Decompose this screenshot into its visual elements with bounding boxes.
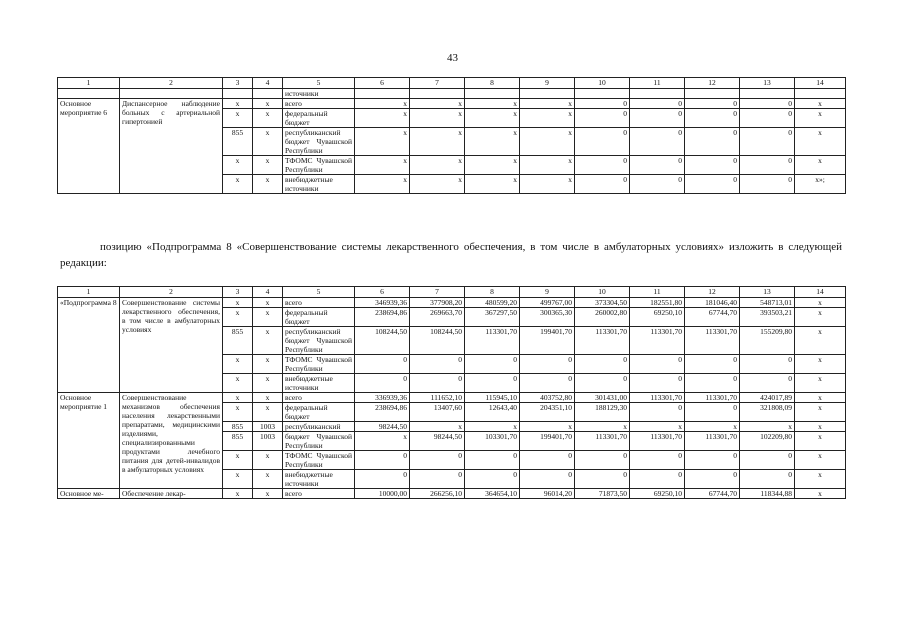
section-code: х	[253, 489, 283, 499]
grbs-code: х	[223, 109, 253, 128]
funding-value: 0	[740, 99, 795, 109]
empty-cell	[685, 89, 740, 99]
funding-value: х	[520, 156, 575, 175]
column-number: 1	[58, 287, 120, 298]
funding-value: 0	[685, 175, 740, 194]
column-number: 14	[795, 287, 846, 298]
empty-cell	[630, 89, 685, 99]
column-number: 6	[355, 287, 410, 298]
funding-value: х	[410, 422, 465, 432]
funding-value: 113301,70	[685, 432, 740, 451]
column-number: 1	[58, 78, 120, 89]
funding-source: ТФОМС Чувашской Республики	[283, 451, 355, 470]
program-label: Основное мероприятие 1	[58, 393, 120, 489]
column-number: 3	[223, 78, 253, 89]
section-code: х	[253, 99, 283, 109]
funding-source: внебюджетные источники	[283, 374, 355, 393]
funding-source: ТФОМС Чувашской Республики	[283, 156, 355, 175]
column-number: 6	[355, 78, 410, 89]
funding-value: 336939,36	[355, 393, 410, 403]
grbs-code: х	[223, 374, 253, 393]
funding-value: 0	[685, 374, 740, 393]
funding-value: 0	[465, 374, 520, 393]
funding-value: 0	[630, 156, 685, 175]
funding-source: федеральный бюджет	[283, 109, 355, 128]
funding-value: х	[410, 156, 465, 175]
section-code: х	[253, 470, 283, 489]
funding-value: 103301,70	[465, 432, 520, 451]
funding-value: 0	[685, 451, 740, 470]
funding-value: 113301,70	[685, 327, 740, 355]
funding-value: 0	[575, 109, 630, 128]
funding-value: 0	[685, 355, 740, 374]
funding-value: 0	[520, 355, 575, 374]
grbs-code: 855	[223, 327, 253, 355]
funding-value: 0	[685, 403, 740, 422]
funding-value: х	[355, 99, 410, 109]
section-code: х	[253, 175, 283, 194]
funding-value: х	[355, 128, 410, 156]
funding-value: 13407,60	[410, 403, 465, 422]
column-number: 2	[120, 78, 223, 89]
column-number: 8	[465, 287, 520, 298]
column-number-row	[58, 287, 846, 298]
grbs-code: х	[223, 156, 253, 175]
funding-value: 113301,70	[630, 327, 685, 355]
section-code: 1003	[253, 432, 283, 451]
program-label: «Подпрограмма 8	[58, 298, 120, 393]
funding-value: х	[355, 156, 410, 175]
funding-value: 0	[685, 99, 740, 109]
empty-cell	[520, 89, 575, 99]
column-number: 4	[253, 78, 283, 89]
section-code: х	[253, 393, 283, 403]
funding-value: 0	[630, 109, 685, 128]
funding-value: х	[465, 422, 520, 432]
funding-value: х	[520, 109, 575, 128]
grbs-code: х	[223, 470, 253, 489]
funding-source: внебюджетные источники	[283, 470, 355, 489]
funding-value: 373304,50	[575, 298, 630, 308]
funding-value: х	[355, 175, 410, 194]
funding-value: 98244,50	[355, 422, 410, 432]
column-number: 9	[520, 287, 575, 298]
funding-value: х	[520, 99, 575, 109]
column-number: 2	[120, 287, 223, 298]
section-code: х	[253, 308, 283, 327]
empty-cell	[575, 89, 630, 99]
funding-value: 0	[740, 109, 795, 128]
funding-value: 96014,20	[520, 489, 575, 499]
funding-value: х	[685, 422, 740, 432]
funding-value: 0	[355, 355, 410, 374]
funding-value: 0	[630, 128, 685, 156]
empty-cell	[223, 89, 253, 99]
column-number: 12	[685, 78, 740, 89]
funding-value: 0	[355, 470, 410, 489]
funding-value: х	[520, 128, 575, 156]
grbs-code: х	[223, 298, 253, 308]
program-name: Диспансерное наблюдение больных с артериальной гипертонией	[120, 99, 223, 194]
grbs-code: х	[223, 175, 253, 194]
funding-value: 204351,10	[520, 403, 575, 422]
funding-source: республиканский бюджет Чувашской Республики	[283, 327, 355, 355]
empty-cell	[253, 89, 283, 99]
funding-value: 0	[740, 451, 795, 470]
funding-value: 0	[685, 109, 740, 128]
section-code: х	[253, 374, 283, 393]
funding-value: 0	[465, 470, 520, 489]
section-code: х	[253, 156, 283, 175]
program-name: Совершенствование системы лекарственного обеспечения, в том числе в амбулаторных условиях	[120, 298, 223, 393]
funding-value: 0	[410, 451, 465, 470]
funding-value: 0	[410, 470, 465, 489]
funding-source: ТФОМС Чувашской Республики	[283, 355, 355, 374]
funding-source: всего	[283, 393, 355, 403]
funding-value: х	[355, 432, 410, 451]
program-name: Совершенствование механизмов обеспечения населения лекарственными препаратами, медицинскими изделиями, специализированными продуктами лечебного питания для детей-инвалидов в амбулаторных условиях	[120, 393, 223, 489]
funding-value: х	[520, 422, 575, 432]
funding-value: 0	[575, 156, 630, 175]
funding-value: 0	[630, 355, 685, 374]
funding-value: 0	[465, 451, 520, 470]
funding-value: 367297,50	[465, 308, 520, 327]
column-number: 3	[223, 287, 253, 298]
funding-value: х	[410, 109, 465, 128]
funding-value: 393503,21	[740, 308, 795, 327]
funding-value: 260002,80	[575, 308, 630, 327]
funding-value: 0	[520, 451, 575, 470]
grbs-code: х	[223, 393, 253, 403]
grbs-code: х	[223, 355, 253, 374]
funding-value: 0	[630, 470, 685, 489]
funding-value: 155209,80	[740, 327, 795, 355]
funding-value: х	[795, 99, 846, 109]
grbs-code: х	[223, 308, 253, 327]
funding-value: х	[465, 99, 520, 109]
column-number: 13	[740, 287, 795, 298]
funding-value: 0	[740, 470, 795, 489]
column-number: 7	[410, 287, 465, 298]
grbs-code: 855	[223, 422, 253, 432]
section-code: х	[253, 451, 283, 470]
table-row	[58, 99, 846, 109]
funding-value: х	[410, 99, 465, 109]
column-number: 13	[740, 78, 795, 89]
funding-value: 266256,10	[410, 489, 465, 499]
funding-value: 12643,40	[465, 403, 520, 422]
funding-value: х	[795, 489, 846, 499]
funding-value: х	[465, 175, 520, 194]
funding-value: 238694,86	[355, 403, 410, 422]
funding-value: 181046,40	[685, 298, 740, 308]
funding-source: федеральный бюджет	[283, 308, 355, 327]
funding-source: республиканский бюджет Чувашской Республики	[283, 128, 355, 156]
funding-value: 69250,10	[630, 308, 685, 327]
column-number: 5	[283, 287, 355, 298]
funding-value: 199401,70	[520, 327, 575, 355]
funding-value: 111652,10	[410, 393, 465, 403]
funding-value: 0	[740, 374, 795, 393]
funding-value: 403752,80	[520, 393, 575, 403]
funding-value: 0	[575, 470, 630, 489]
column-number: 14	[795, 78, 846, 89]
funding-value: х	[410, 128, 465, 156]
column-number: 9	[520, 78, 575, 89]
funding-value: х	[355, 109, 410, 128]
funding-value: 108244,50	[410, 327, 465, 355]
grbs-code: 855	[223, 432, 253, 451]
funding-value: 182551,80	[630, 298, 685, 308]
funding-value: х	[795, 308, 846, 327]
section-code: х	[253, 128, 283, 156]
funding-value: 0	[355, 451, 410, 470]
funding-value: х	[740, 422, 795, 432]
funding-value: 98244,50	[410, 432, 465, 451]
column-number: 7	[410, 78, 465, 89]
funding-value: 118344,88	[740, 489, 795, 499]
program-label: Основное ме-	[58, 489, 120, 499]
funding-value: х	[795, 355, 846, 374]
section-code: х	[253, 298, 283, 308]
funding-value: 0	[630, 374, 685, 393]
funding-value: 300365,30	[520, 308, 575, 327]
grbs-code: х	[223, 489, 253, 499]
subprogram-8-table	[57, 286, 846, 499]
funding-value: 199401,70	[520, 432, 575, 451]
section-code: х	[253, 403, 283, 422]
empty-cell	[410, 89, 465, 99]
column-number: 11	[630, 287, 685, 298]
funding-value: 499767,00	[520, 298, 575, 308]
funding-value: х	[795, 109, 846, 128]
table-row	[58, 489, 846, 499]
funding-value: 424017,89	[740, 393, 795, 403]
page-number: 43	[447, 52, 458, 64]
funding-value: 480599,20	[465, 298, 520, 308]
funding-value: 0	[410, 355, 465, 374]
funding-value: х	[795, 374, 846, 393]
funding-value: 301431,00	[575, 393, 630, 403]
program-name: Обеспечение лекар-	[120, 489, 223, 499]
funding-value: 0	[740, 156, 795, 175]
grbs-code: 855	[223, 128, 253, 156]
funding-value: х	[795, 156, 846, 175]
funding-value: 67744,70	[685, 308, 740, 327]
funding-value: 102209,80	[740, 432, 795, 451]
funding-source: всего	[283, 298, 355, 308]
column-number: 4	[253, 287, 283, 298]
funding-source: федеральный бюджет	[283, 403, 355, 422]
funding-value: х	[575, 422, 630, 432]
funding-value: 69250,10	[630, 489, 685, 499]
funding-value: 113301,70	[630, 393, 685, 403]
grbs-code: х	[223, 403, 253, 422]
funding-value: 113301,70	[465, 327, 520, 355]
funding-value: 67744,70	[685, 489, 740, 499]
funding-value: 113301,70	[685, 393, 740, 403]
amendment-paragraph: позицию «Подпрограмма 8 «Совершенствование системы лекарственного обеспечения, в том числе в амбулаторных условиях» изложить в следующей редакции:	[60, 241, 842, 269]
column-number: 12	[685, 287, 740, 298]
funding-value: 188129,30	[575, 403, 630, 422]
funding-value: 0	[630, 403, 685, 422]
funding-value: х	[795, 422, 846, 432]
funding-source: всего	[283, 489, 355, 499]
continuation-row	[58, 89, 846, 99]
funding-value: 269663,70	[410, 308, 465, 327]
funding-value: 0	[685, 128, 740, 156]
funding-value: 0	[740, 128, 795, 156]
column-number: 10	[575, 78, 630, 89]
grbs-code: х	[223, 99, 253, 109]
funding-value: 238694,86	[355, 308, 410, 327]
funding-value: 0	[520, 374, 575, 393]
funding-value: 0	[465, 355, 520, 374]
table-row	[58, 393, 846, 403]
funding-value: 346939,36	[355, 298, 410, 308]
funding-value: 0	[575, 175, 630, 194]
funding-value: 10000,00	[355, 489, 410, 499]
funding-value: 0	[740, 175, 795, 194]
funding-value: 108244,50	[355, 327, 410, 355]
funding-source: внебюджетные источники	[283, 175, 355, 194]
column-number: 10	[575, 287, 630, 298]
funding-source: республиканский	[283, 422, 355, 432]
funding-value: 113301,70	[630, 432, 685, 451]
column-number: 8	[465, 78, 520, 89]
funding-value: 377908,20	[410, 298, 465, 308]
funding-value: 0	[575, 99, 630, 109]
funding-source: источники	[283, 89, 355, 99]
funding-value: х	[630, 422, 685, 432]
funding-value: х	[795, 128, 846, 156]
funding-value: х	[795, 403, 846, 422]
funding-value: 0	[630, 451, 685, 470]
empty-cell	[465, 89, 520, 99]
funding-value: х	[795, 298, 846, 308]
funding-value: х	[795, 451, 846, 470]
funding-value: х	[795, 327, 846, 355]
funding-value: 0	[410, 374, 465, 393]
empty-cell	[120, 89, 223, 99]
funding-source: бюджет Чувашской Республики	[283, 432, 355, 451]
funding-value: х	[795, 432, 846, 451]
section-code: х	[253, 355, 283, 374]
funding-value: 0	[685, 470, 740, 489]
funding-value: 0	[575, 451, 630, 470]
funding-value: х»;	[795, 175, 846, 194]
funding-value: 0	[575, 374, 630, 393]
funding-value: х	[465, 156, 520, 175]
funding-value: 71873,50	[575, 489, 630, 499]
funding-source: всего	[283, 99, 355, 109]
column-number-row	[58, 78, 846, 89]
funding-value: 0	[685, 156, 740, 175]
table-row	[58, 298, 846, 308]
section-code: х	[253, 109, 283, 128]
funding-value: 0	[520, 470, 575, 489]
funding-value: 0	[575, 128, 630, 156]
funding-value: 0	[355, 374, 410, 393]
funding-value: 0	[575, 355, 630, 374]
funding-table-continued	[57, 77, 846, 194]
empty-cell	[740, 89, 795, 99]
funding-value: 548713,01	[740, 298, 795, 308]
section-code: 1003	[253, 422, 283, 432]
funding-value: х	[795, 470, 846, 489]
funding-value: 0	[740, 355, 795, 374]
funding-value: 321808,09	[740, 403, 795, 422]
funding-value: 113301,70	[575, 432, 630, 451]
empty-cell	[58, 89, 120, 99]
funding-value: 113301,70	[575, 327, 630, 355]
column-number: 11	[630, 78, 685, 89]
grbs-code: х	[223, 451, 253, 470]
funding-value: х	[465, 109, 520, 128]
column-number: 5	[283, 78, 355, 89]
funding-value: 364654,10	[465, 489, 520, 499]
empty-cell	[355, 89, 410, 99]
program-label: Основное мероприятие 6	[58, 99, 120, 194]
empty-cell	[795, 89, 846, 99]
funding-value: х	[465, 128, 520, 156]
funding-value: 115945,10	[465, 393, 520, 403]
funding-value: х	[795, 393, 846, 403]
funding-value: х	[520, 175, 575, 194]
funding-value: 0	[630, 175, 685, 194]
funding-value: х	[410, 175, 465, 194]
funding-value: 0	[630, 99, 685, 109]
section-code: х	[253, 327, 283, 355]
